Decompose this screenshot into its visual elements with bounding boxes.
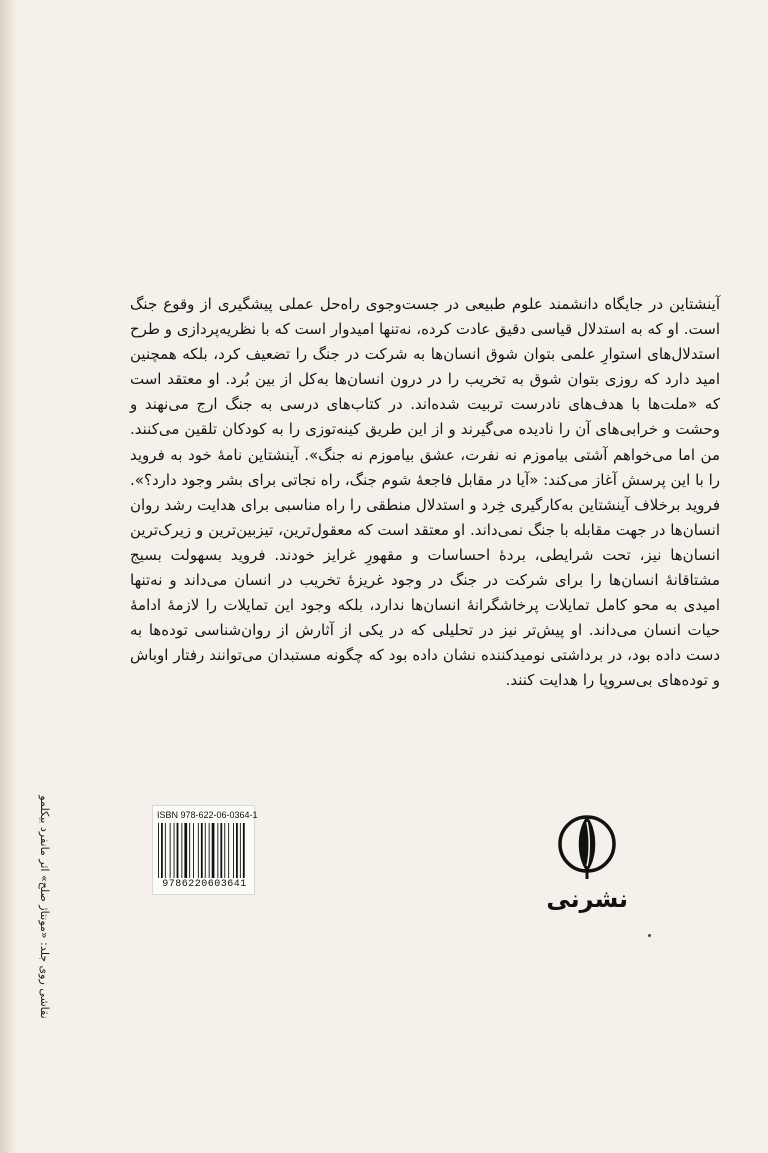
barcode-bar [224, 823, 225, 878]
small-mark [648, 934, 651, 937]
barcode-bar [193, 823, 194, 878]
barcode-bar [158, 823, 159, 878]
barcode-bar [240, 823, 241, 878]
barcode-bar [236, 823, 238, 878]
nashr-e-ney-logo-icon [556, 802, 618, 886]
barcode-bar [205, 823, 206, 878]
isbn-label: ISBN 978-622-06-0364-1 [157, 810, 258, 820]
spine-edge [0, 0, 16, 1153]
publisher-name: نشرنی [546, 885, 628, 913]
barcode-bar [209, 823, 210, 878]
barcode-bar [212, 823, 215, 878]
barcode-bar [170, 823, 171, 878]
barcode-bar [184, 823, 187, 878]
cover-art-credit [34, 795, 54, 1019]
barcode-bar [161, 823, 163, 878]
barcode-bar [201, 823, 203, 878]
barcode-bar [198, 823, 199, 878]
isbn-barcode-box [152, 805, 258, 895]
barcode-bar [217, 823, 218, 878]
barcode-icon [157, 823, 252, 878]
barcode-bar [228, 823, 229, 878]
barcode-bar [174, 823, 175, 878]
blurb-paragraph-2: فروید برخلاف آینشتاین به‌کارگیری خِرد و استدلال منطقی را راه مناسبی برای هدایت رشد روان انسان‌ها در جهت مقابله با جنگ نمی‌داند. او معتقد است که معقول‌ترین، تیزبین‌ترین و زیرک‌ترین انسان‌ها نیز، تحت شرایطی، بردهٔ احساسات و مقهورِ غرایز خودند. فروید بسهولت بسیج مشتاقانهٔ انسان‌ها را برای شرکت در جنگ در وجود غریزهٔ تخریب در انسان می‌داند و نه‌تنها امیدی به محو کامل تمایلات پرخاشگرانهٔ انسان‌ها ندارد، بلکه وجود این تمایلات را لازمهٔ ادامهٔ حیات انسان می‌داند. او پیش‌تر نیز در تحلیلی که در یکی از آثارش از روان‌شناسی توده‌ها به دست داده بود، در برداشتی نومیدکننده نشان داده بود که چگونه مستبدان می‌توانند رفتار اوباش و توده‌های بی‌سروپا را هدایت کنند. [130, 495, 720, 690]
barcode-bar [243, 823, 245, 878]
barcode-bar [220, 823, 222, 878]
barcode-bar [189, 823, 190, 878]
barcode-bar [181, 823, 182, 878]
barcode-bar [233, 823, 234, 878]
barcode-bar [165, 823, 166, 878]
barcode-number: 9786220603641 [162, 879, 247, 890]
barcode-bar [177, 823, 179, 878]
blurb-paragraph-1: آینشتاین در جایگاه دانشمند علوم طبیعی در جست‌وجوی راه‌حل عملی پیشگیری از وقوع جنگ است. او که به استدلال قیاسی دقیق عادت کرده، نه‌تنها امیدوار است که با نظریه‌پردازی و طرح استدلال‌های استوارِ علمی بتوان شوق انسان‌ها به شرکت در جنگ را تضعیف کرد، بلکه همچنین امید دارد که روزی بتوان شوق به تخریب را در درون انسان‌ها به‌کل از بین بُرد. او معتقد است که «ملت‌ها با هدف‌های نادرست تربیت شده‌اند. در کتاب‌های درسی به جنگ ارج می‌نهند و وحشت و خرابی‌های آن را نادیده می‌گیرند و از این طریق کینه‌توزی را به کودکان تلقین می‌کنند. من اما می‌خواهم آشتی بیاموزم نه نفرت، عشق بیاموزم نه جنگ». آینشتاین نامهٔ خود به فروید را با این پرسش آغاز می‌کند: «آیا در مقابل فاجعهٔ شوم جنگ، راه نجاتی برای بشر وجود دارد؟». [130, 295, 720, 489]
cover-art-credit-text: نقاشی روی جلد: «مونتاژ صلح» اثر مانفرد بیکلمو [38, 795, 51, 1019]
blurb-text [130, 292, 720, 694]
